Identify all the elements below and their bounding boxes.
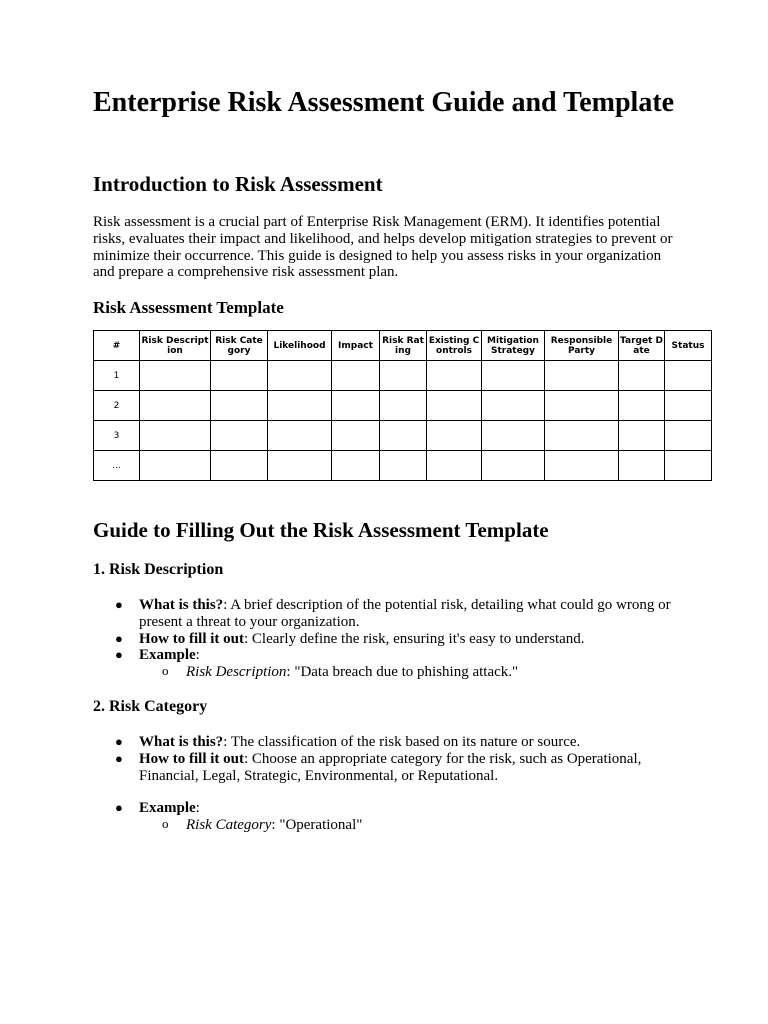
list-spacer <box>93 784 693 800</box>
example-field: Risk Category <box>186 817 272 834</box>
bullet-icon: ● <box>115 800 123 816</box>
col-header: Risk Category <box>211 331 268 361</box>
col-header: Mitigation Strategy <box>482 331 545 361</box>
item-text: : The classification of the risk based on its nature or source. <box>223 734 581 750</box>
table-cell[interactable] <box>619 451 665 481</box>
table-row <box>94 361 712 391</box>
section-heading-risk-category: 2. Risk Category <box>93 698 208 715</box>
item-label: Example <box>139 800 196 817</box>
col-header: # <box>94 331 140 361</box>
item-text: : Choose an appropriate category for the risk, such as Operational, Financial, Legal, Strategic, Environmental, or Reputational. <box>139 750 642 784</box>
table-cell[interactable] <box>140 421 211 451</box>
table-cell[interactable] <box>427 361 482 391</box>
table-cell[interactable] <box>268 361 332 391</box>
sub-list-item <box>139 817 693 834</box>
example-sublist <box>139 664 693 681</box>
table-cell[interactable] <box>665 421 712 451</box>
table-cell[interactable] <box>427 391 482 421</box>
example-value: : "Operational" <box>271 817 363 834</box>
col-header: Risk Description <box>140 331 211 361</box>
table-cell[interactable] <box>665 361 712 391</box>
table-cell[interactable] <box>332 361 380 391</box>
template-heading: Risk Assessment Template <box>93 298 284 317</box>
list-item <box>93 800 693 834</box>
table-cell[interactable] <box>211 451 268 481</box>
circle-bullet-icon: o <box>162 816 169 832</box>
col-header: Likelihood <box>268 331 332 361</box>
table-cell[interactable] <box>380 391 427 421</box>
table-cell[interactable] <box>665 391 712 421</box>
item-label: How to fill it out <box>139 630 244 647</box>
table-cell[interactable] <box>619 421 665 451</box>
table-cell[interactable] <box>140 451 211 481</box>
table-cell[interactable] <box>140 361 211 391</box>
col-header: Responsible Party <box>545 331 619 361</box>
table-cell[interactable] <box>545 391 619 421</box>
list-item <box>93 734 693 751</box>
table-cell[interactable] <box>380 421 427 451</box>
table-cell[interactable] <box>482 391 545 421</box>
table-cell[interactable] <box>427 451 482 481</box>
list-item <box>93 751 693 785</box>
col-header: Status <box>665 331 712 361</box>
col-header: Impact <box>332 331 380 361</box>
page-title: Enterprise Risk Assessment Guide and Template <box>93 87 675 118</box>
item-text: : <box>195 647 200 664</box>
list-item <box>93 631 693 648</box>
bullet-icon: ● <box>115 750 123 766</box>
table-cell[interactable] <box>545 451 619 481</box>
example-field: Risk Description <box>186 664 287 681</box>
bullet-icon: ● <box>115 734 123 749</box>
item-label: Example <box>139 647 196 664</box>
example-value: : "Data breach due to phishing attack." <box>286 664 519 681</box>
table-cell[interactable] <box>332 451 380 481</box>
table-cell[interactable] <box>619 391 665 421</box>
table-row <box>94 391 712 421</box>
row-number: ... <box>94 451 140 481</box>
table-cell[interactable] <box>380 451 427 481</box>
item-text: : Clearly define the risk, ensuring it's easy to understand. <box>244 630 585 647</box>
item-text: : A brief description of the potential risk, detailing what could go wrong or present a threat to your organization. <box>139 597 671 630</box>
item-label: What is this? <box>139 734 224 750</box>
item-label: What is this? <box>139 597 224 613</box>
col-header: Target Date <box>619 331 665 361</box>
row-number: 3 <box>94 421 140 451</box>
table-cell[interactable] <box>482 421 545 451</box>
col-header: Existing Controls <box>427 331 482 361</box>
table-cell[interactable] <box>332 421 380 451</box>
list-item <box>93 597 693 631</box>
table-row <box>94 451 712 481</box>
table-cell[interactable] <box>268 451 332 481</box>
intro-paragraph: Risk assessment is a crucial part of Enterprise Risk Management (ERM). It identifies potential risks, evaluates their impact and likelihood, and helps develop mitigation strategies to prevent or minimize their occurrence. This guide is designed to help you assess risks in your organization and prepare a comprehensive risk assessment plan. <box>93 214 673 281</box>
bullet-icon: ● <box>115 630 123 646</box>
table-header-row <box>94 331 712 361</box>
table-cell[interactable] <box>482 361 545 391</box>
table-cell[interactable] <box>211 421 268 451</box>
table-cell[interactable] <box>268 421 332 451</box>
row-number: 2 <box>94 391 140 421</box>
table-cell[interactable] <box>545 421 619 451</box>
table-cell[interactable] <box>211 391 268 421</box>
list-item <box>93 647 693 681</box>
bullet-icon: ● <box>115 647 123 663</box>
table-cell[interactable] <box>140 391 211 421</box>
bullet-icon: ● <box>115 597 123 612</box>
circle-bullet-icon: o <box>162 663 169 679</box>
section-list-risk-description <box>93 597 693 681</box>
table-cell[interactable] <box>545 361 619 391</box>
table-cell[interactable] <box>619 361 665 391</box>
table-cell[interactable] <box>332 391 380 421</box>
table-row <box>94 421 712 451</box>
intro-heading: Introduction to Risk Assessment <box>93 172 383 196</box>
section-heading-risk-description: 1. Risk Description <box>93 561 224 578</box>
guide-heading: Guide to Filling Out the Risk Assessment Template <box>93 518 549 542</box>
item-text: : <box>195 800 200 817</box>
item-label: How to fill it out <box>139 750 244 767</box>
table-cell[interactable] <box>482 451 545 481</box>
table-cell[interactable] <box>268 391 332 421</box>
row-number: 1 <box>94 361 140 391</box>
table-cell[interactable] <box>427 421 482 451</box>
section-list-risk-category <box>93 734 693 834</box>
col-header: Risk Rating <box>380 331 427 361</box>
sub-list-item <box>139 664 693 681</box>
table-cell[interactable] <box>665 451 712 481</box>
table-cell[interactable] <box>380 361 427 391</box>
risk-template-table <box>93 330 712 481</box>
example-sublist <box>139 817 693 834</box>
table-cell[interactable] <box>211 361 268 391</box>
